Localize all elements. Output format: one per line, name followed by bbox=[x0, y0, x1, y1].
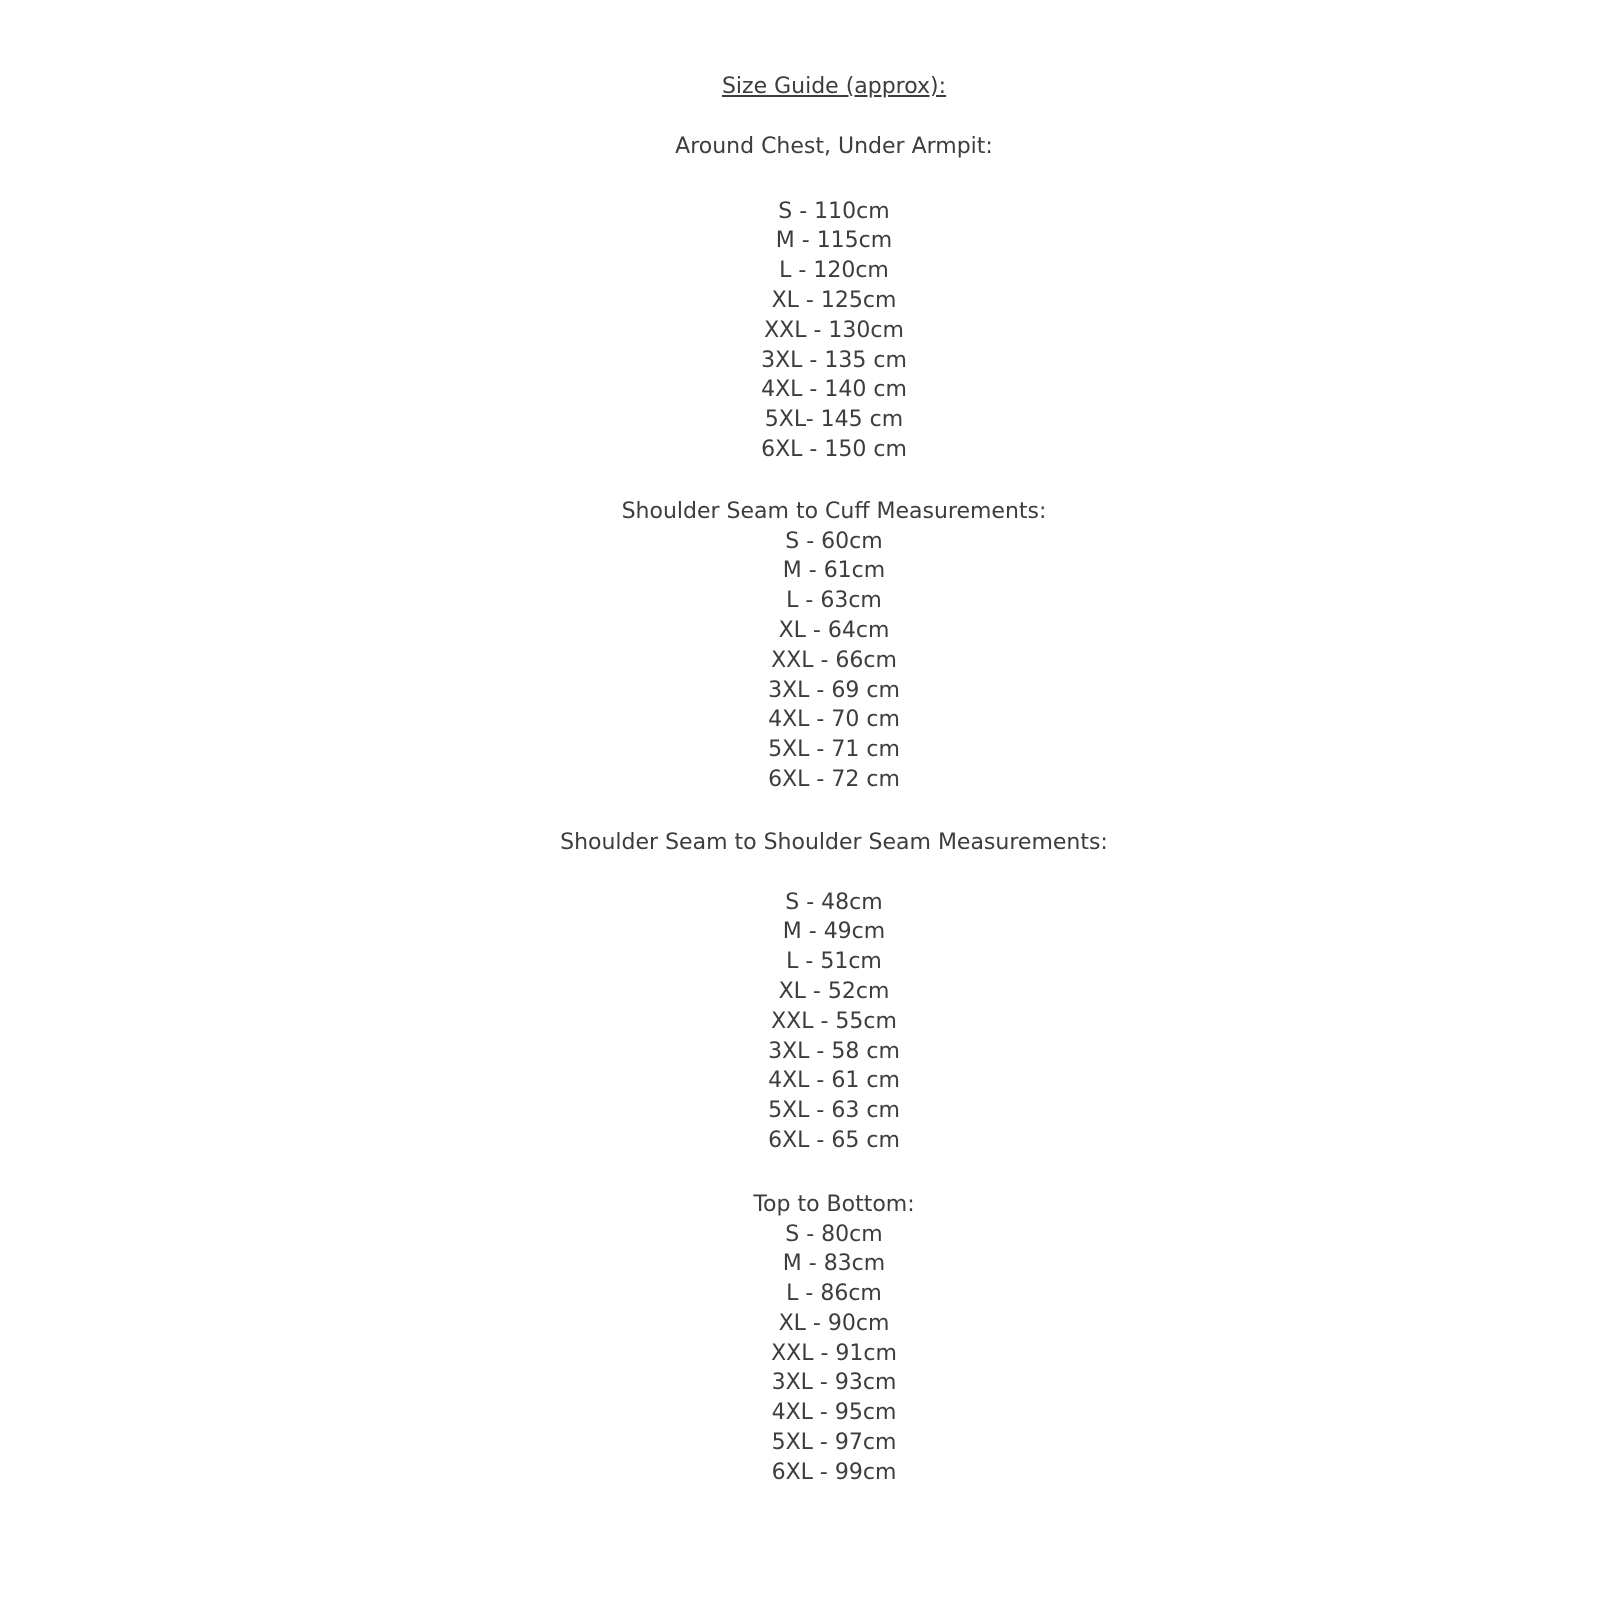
section-heading-top-to-bottom: Top to Bottom: bbox=[753, 1191, 915, 1217]
measurement-line: 4XL - 70 cm bbox=[768, 707, 900, 733]
measurement-line: 5XL - 97cm bbox=[771, 1430, 897, 1456]
measurement-list-seam-to-cuff bbox=[68, 527, 1600, 795]
measurement-line: XXL - 130cm bbox=[764, 317, 904, 343]
measurement-line: L - 63cm bbox=[786, 588, 882, 614]
measurement-line: 5XL- 145 cm bbox=[764, 407, 904, 433]
size-guide-title: Size Guide (approx): bbox=[721, 74, 947, 99]
measurement-line: L - 86cm bbox=[786, 1281, 882, 1307]
measurement-line: M - 49cm bbox=[782, 919, 886, 945]
measurement-line: 5XL - 71 cm bbox=[768, 737, 900, 763]
measurement-line: M - 61cm bbox=[782, 558, 886, 584]
measurement-line: XXL - 55cm bbox=[771, 1008, 897, 1034]
measurement-line: 4XL - 95cm bbox=[771, 1400, 897, 1426]
measurement-line: M - 83cm bbox=[782, 1251, 886, 1277]
measurement-line: M - 115cm bbox=[775, 228, 893, 254]
measurement-line: 3XL - 135 cm bbox=[761, 347, 907, 373]
measurement-line: 6XL - 65 cm bbox=[768, 1127, 900, 1153]
measurement-line: L - 120cm bbox=[779, 258, 889, 284]
measurement-line: S - 110cm bbox=[778, 198, 890, 224]
measurement-line: XL - 52cm bbox=[778, 978, 890, 1004]
section-seam-to-seam bbox=[68, 828, 1600, 1156]
measurement-line: XL - 125cm bbox=[771, 287, 897, 313]
measurement-line: 6XL - 150 cm bbox=[761, 436, 907, 462]
measurement-line: 4XL - 140 cm bbox=[761, 377, 907, 403]
measurement-line: 6XL - 72 cm bbox=[768, 766, 900, 792]
section-seam-to-cuff bbox=[68, 497, 1600, 795]
measurement-line: L - 51cm bbox=[786, 949, 882, 975]
measurement-line: 3XL - 69 cm bbox=[768, 677, 900, 703]
measurement-line: XXL - 91cm bbox=[771, 1340, 897, 1366]
measurement-line: S - 60cm bbox=[785, 528, 883, 554]
measurement-line: 3XL - 58 cm bbox=[768, 1038, 900, 1064]
section-top-to-bottom bbox=[68, 1190, 1600, 1488]
measurement-line: 5XL - 63 cm bbox=[768, 1098, 900, 1124]
measurement-line: XXL - 66cm bbox=[771, 647, 897, 673]
measurement-line: 6XL - 99cm bbox=[771, 1459, 897, 1485]
measurement-line: S - 80cm bbox=[785, 1221, 883, 1247]
measurement-line: XL - 64cm bbox=[778, 617, 890, 643]
section-heading-seam-to-seam: Shoulder Seam to Shoulder Seam Measurements: bbox=[560, 829, 1108, 855]
section-heading-seam-to-cuff: Shoulder Seam to Cuff Measurements: bbox=[621, 498, 1047, 524]
measurement-line: 3XL - 93cm bbox=[771, 1370, 897, 1396]
measurement-line: XL - 90cm bbox=[778, 1310, 890, 1336]
measurement-list-top-to-bottom bbox=[68, 1220, 1600, 1488]
measurement-line: S - 48cm bbox=[785, 889, 883, 915]
measurement-line: 4XL - 61 cm bbox=[768, 1068, 900, 1094]
measurement-list-seam-to-seam bbox=[68, 888, 1600, 1156]
measurement-list-around-chest bbox=[68, 197, 1600, 465]
section-around-chest bbox=[68, 132, 1600, 465]
section-heading-around-chest: Around Chest, Under Armpit: bbox=[675, 133, 993, 159]
